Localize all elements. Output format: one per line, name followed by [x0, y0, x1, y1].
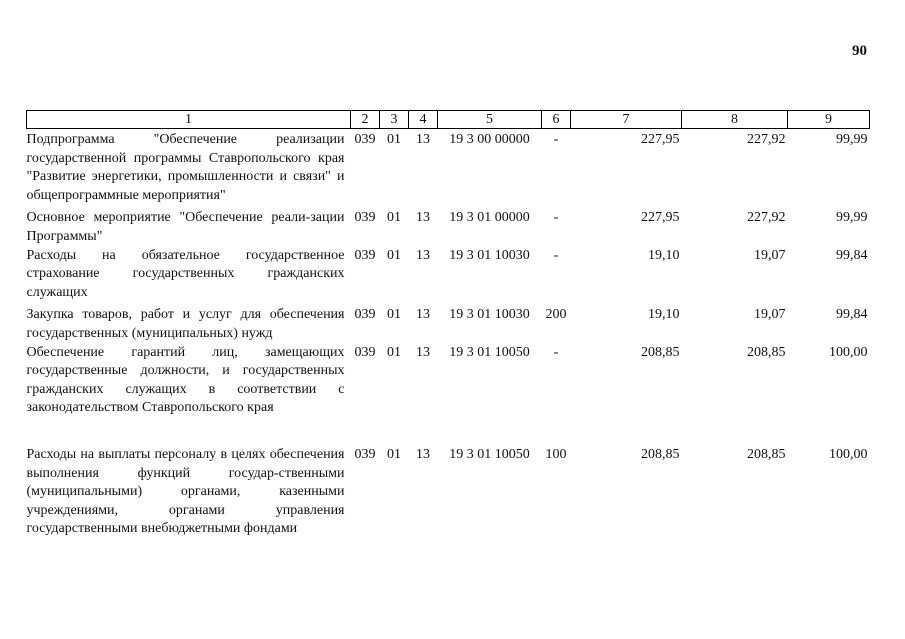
row-col9: 99,84 — [836, 307, 868, 323]
table-row — [27, 344, 870, 446]
row-col8: 208,85 — [747, 344, 786, 360]
row-col3: 01 — [387, 307, 401, 323]
row-col2: 039 — [354, 132, 376, 147]
row-col2: 039 — [354, 247, 376, 263]
row-col5: 19 3 01 10030 — [449, 307, 530, 323]
column-header-9: 9 — [788, 111, 870, 129]
row-col6: - — [553, 132, 559, 147]
row-col2: 039 — [354, 446, 376, 462]
row-description: Подпрограмма "Обеспечение реализации государственной программы Ставропольского края "Развитие энергетики, промышленности и связи" и общепрограммные мероприятия" — [26, 132, 345, 203]
row-col5: 19 3 01 10050 — [449, 446, 530, 462]
table-row — [27, 306, 870, 343]
row-col7: 208,85 — [641, 446, 680, 462]
row-col6: - — [553, 247, 559, 263]
row-description: Расходы на обязательное государственное страхование государственных гражданских служащих — [26, 247, 345, 300]
column-header-6: 6 — [542, 111, 571, 129]
row-col6: - — [553, 210, 559, 226]
row-col8: 227,92 — [747, 210, 786, 226]
row-description: Основное мероприятие "Обеспечение реали-зации Программы" — [26, 210, 345, 244]
row-col2: 039 — [354, 307, 376, 323]
row-col3: 01 — [387, 247, 401, 263]
table-row — [27, 446, 870, 539]
row-col9: 100,00 — [829, 446, 868, 462]
row-col8: 208,85 — [747, 446, 786, 462]
row-description: Закупка товаров, работ и услуг для обеспечения государственных (муниципальных) нужд — [26, 307, 345, 341]
row-col7: 208,85 — [641, 344, 680, 360]
page-number: 90 — [852, 43, 867, 59]
row-col7: 19,10 — [648, 247, 680, 263]
row-col6: 200 — [545, 307, 567, 323]
row-col7: 19,10 — [648, 307, 680, 323]
table-row — [27, 247, 870, 307]
row-col3: 01 — [387, 344, 401, 360]
row-col3: 01 — [387, 132, 401, 147]
table-row — [27, 209, 870, 246]
row-col5: 19 3 01 10050 — [449, 344, 530, 360]
row-col5: 19 3 01 10030 — [449, 247, 530, 263]
row-col3: 01 — [387, 210, 401, 226]
row-col4: 13 — [416, 446, 430, 462]
row-col2: 039 — [354, 210, 376, 226]
row-col8: 19,07 — [754, 247, 786, 263]
row-col6: - — [553, 344, 559, 360]
row-col5: 19 3 00 00000 — [449, 132, 530, 147]
header-row — [27, 111, 870, 129]
budget-table — [26, 110, 870, 539]
row-col4: 13 — [416, 132, 430, 147]
row-col9: 99,99 — [836, 210, 868, 226]
row-col9: 100,00 — [829, 344, 868, 360]
row-col7: 227,95 — [641, 210, 680, 226]
row-col3: 01 — [387, 446, 401, 462]
row-col4: 13 — [416, 210, 430, 226]
row-col7: 227,95 — [641, 132, 680, 147]
column-header-7: 7 — [571, 111, 682, 129]
column-header-4: 4 — [409, 111, 438, 129]
row-col2: 039 — [354, 344, 376, 360]
row-description: Обеспечение гарантий лиц, замещающих государственные должности, и государственных гражданских служащих в соответствии с законодательством Ставропольского края — [26, 344, 345, 416]
column-header-5: 5 — [438, 111, 542, 129]
row-description: Расходы на выплаты персоналу в целях обеспечения выполнения функций государ-ственными (муниципальными) органами, казенными учреждениями, органами управления государственными внебюджетными фондами — [26, 446, 345, 537]
row-col4: 13 — [416, 247, 430, 263]
column-header-8: 8 — [682, 111, 788, 129]
row-col8: 19,07 — [754, 307, 786, 323]
row-col4: 13 — [416, 307, 430, 323]
row-col5: 19 3 01 00000 — [449, 210, 530, 226]
row-col8: 227,92 — [747, 132, 786, 147]
row-col9: 99,84 — [836, 247, 868, 263]
column-header-3: 3 — [380, 111, 409, 129]
table-row — [27, 129, 870, 210]
row-col4: 13 — [416, 344, 430, 360]
row-col9: 99,99 — [836, 132, 868, 147]
column-header-2: 2 — [351, 111, 380, 129]
row-col6: 100 — [545, 446, 567, 462]
column-header-1: 1 — [27, 111, 351, 129]
